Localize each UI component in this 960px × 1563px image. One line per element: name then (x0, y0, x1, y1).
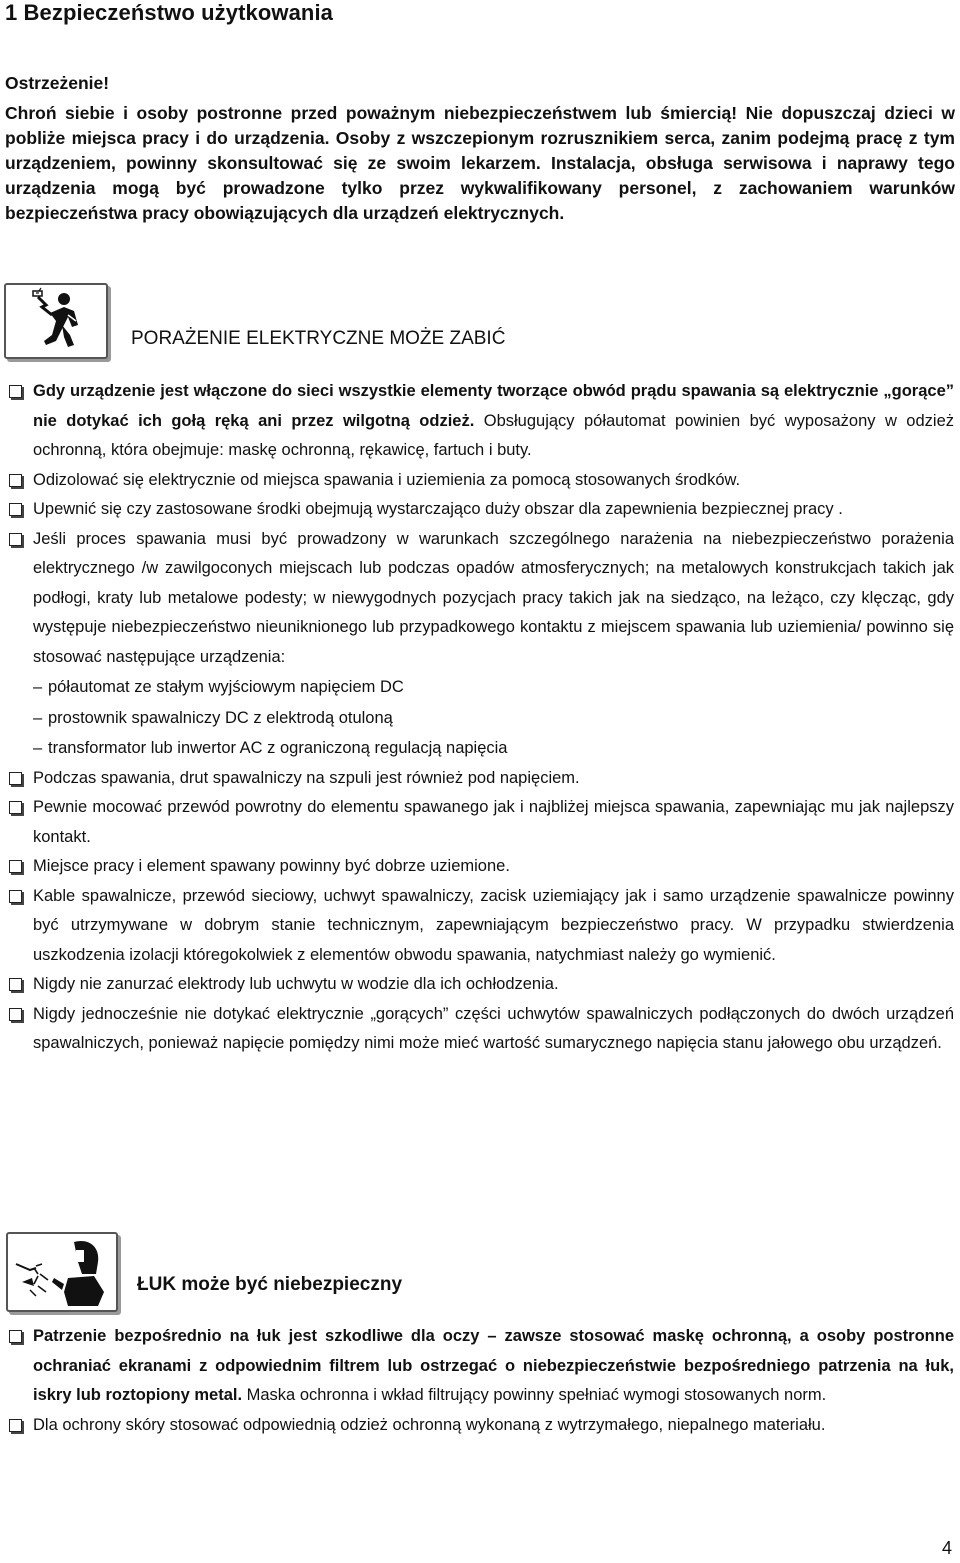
dash-bullet-icon: – (33, 678, 43, 696)
sublist-item (33, 733, 954, 764)
list-item-bold: Patrzenie bezpośrednio na łuk jest szkodliwe dla oczy – zawsze stosować maskę ochronną, a osoby postronne ochraniać ekranami z odpowiednim filtrem lub ostrzegać o niebezpieczeństwie bezpośredniego patrzenia na łuk, iskry lub roztopiony metal. (33, 1327, 954, 1404)
checkbox-bullet-icon (9, 385, 22, 398)
arc-section-title: ŁUK może być niebezpieczny (137, 1274, 403, 1295)
list-item-text: Podczas spawania, drut spawalniczy na szpuli jest również pod napięciem. (33, 768, 580, 787)
list-item-text: Jeśli proces spawania musi być prowadzony w warunkach szczególnego narażenia na niebezpieczeństwo porażenia elektrycznego /w zawilgoconych miejscach lub podczas opadów atmosferycznych; na metalowych konstrukcjach takich jak podłogi, kraty lub metalowe podesty; w niewygodnych pozycjach pracy takich jak na siedząco, na leżąco, czy klęcząc, gdy występuje niebezpieczeństwo nieuniknionego lub przypadkowego kontaktu z miejscem spawania lub uziemienia/ powinno się stosować następujące urządzenia: (33, 529, 954, 666)
checkbox-bullet-icon (9, 474, 22, 487)
list-item-text: Maska ochronna i wkład filtrujący powinny spełniać wymogi stosowanych norm. (242, 1386, 827, 1404)
warning-label: Ostrzeżenie! (5, 73, 110, 93)
checkbox-bullet-icon (9, 890, 22, 903)
welding-arc-warning-icon (6, 1232, 118, 1312)
list-item (8, 525, 954, 764)
dash-bullet-icon: – (33, 739, 43, 757)
list-item (8, 882, 954, 971)
list-item (8, 852, 954, 882)
sublist-item-text: półautomat ze stałym wyjściowym napięciem DC (48, 678, 404, 696)
list-item (8, 1322, 954, 1411)
list-item-bold: Gdy urządzenie jest włączone do sieci wszystkie elementy tworzące obwód prądu spawania są elektrycznie „gorące” nie dotykać ich gołą ręką ani przez wilgotną odzież. (33, 382, 954, 430)
sublist-item-text: prostownik spawalniczy DC z elektrodą otuloną (48, 708, 393, 727)
list-item (8, 495, 954, 525)
list-item-text: Kable spawalnicze, przewód sieciowy, uchwyt spawalniczy, zacisk uziemiający jak i samo urządzenie spawalnicze powinny być utrzymywane w dobrym stanie technicznym, zapewniającym bezpieczeństwo pracy. W przypadku stwierdzenia uszkodzenia izolacji któregokolwiek z elementów obwodu spawania, natychmiast należy go wymienić. (33, 886, 954, 964)
checkbox-bullet-icon (9, 1008, 22, 1021)
electric-hazard-list (8, 377, 954, 1059)
list-item-text: Upewnić się czy zastosowane środki obejmują wystarczająco duży obszar dla zapewnienia bezpiecznej pracy . (33, 500, 843, 518)
list-item-text: Odizolować się elektrycznie od miejsca spawania i uziemienia za pomocą stosowanych środków. (33, 470, 741, 489)
checkbox-bullet-icon (9, 860, 22, 873)
checkbox-bullet-icon (9, 533, 22, 546)
list-item-text: Dla ochrony skóry stosować odpowiednią odzież ochronną wykonaną z wytrzymałego, niepalnego materiału. (33, 1415, 826, 1434)
checkbox-bullet-icon (9, 801, 22, 814)
checkbox-bullet-icon (9, 1419, 22, 1432)
page-number: 4 (941, 1538, 952, 1558)
list-item (8, 764, 954, 794)
sublist-item (33, 672, 954, 703)
arc-hazard-list (8, 1322, 954, 1440)
list-item-text: Pewnie mocować przewód powrotny do elementu spawanego jak i najbliżej miejsca spawania, zapewniając mu jak najlepszy kontakt. (33, 798, 954, 846)
list-item (8, 1411, 954, 1441)
equipment-sublist (33, 672, 954, 764)
sublist-item-text: transformator lub inwertor AC z ograniczoną regulacją napięcia (48, 739, 508, 757)
list-item-text: Obsługujący półautomat powinien być wyposażony w odzież ochronną, która obejmuje: maskę ochronną, rękawicę, fartuch i buty. (33, 411, 954, 459)
checkbox-bullet-icon (9, 1330, 22, 1343)
list-item-text: Nigdy nie zanurzać elektrody lub uchwytu w wodzie dla ich ochłodzenia. (33, 975, 559, 993)
checkbox-bullet-icon (9, 772, 22, 785)
list-item-text: Miejsce pracy i element spawany powinny być dobrze uziemione. (33, 857, 510, 875)
checkbox-bullet-icon (9, 503, 22, 516)
list-item (8, 1000, 954, 1059)
list-item-text: Nigdy jednocześnie nie dotykać elektrycznie „gorących” części uchwytów spawalniczych podłączonych do dwóch urządzeń spawalniczych, ponieważ napięcie pomiędzy nimi może mieć wartość sumarycznego napięcia stanu jałowego obu urządzeń. (33, 1004, 954, 1052)
dash-bullet-icon: – (33, 708, 43, 727)
electric-section-title: PORAŻENIE ELEKTRYCZNE MOŻE ZABIĆ (131, 328, 506, 349)
list-item (8, 466, 954, 496)
list-item (8, 377, 954, 466)
list-item (8, 793, 954, 852)
section-title: 1 Bezpieczeństwo użytkowania (5, 0, 333, 25)
checkbox-bullet-icon (9, 978, 22, 991)
electric-shock-warning-icon (4, 283, 108, 359)
list-item (8, 970, 954, 1000)
sublist-item (33, 703, 954, 734)
warning-text: Chroń siebie i osoby postronne przed poważnym niebezpieczeństwem lub śmiercią! Nie dopuszczaj dzieci w pobliże miejsca pracy i do urządzenia. Osoby z wszczepionym rozrusznikiem serca, zanim podejmą pracę z tym urządzeniem, powinny skonsultować się ze swoim lekarzem. Instalacja, obsługa serwisowa i naprawy tego urządzenia mogą być prowadzone tylko przez wykwalifikowany personel, z zachowaniem warunków bezpieczeństwa pracy obowiązujących dla urządzeń elektrycznych. (5, 103, 955, 223)
